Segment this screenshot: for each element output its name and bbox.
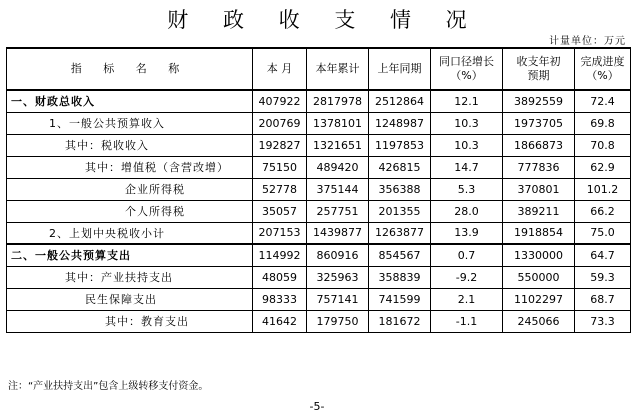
cell-progress: 68.7 <box>575 288 631 310</box>
finance-table <box>6 47 631 333</box>
header-progress-line2: （%） <box>586 69 619 82</box>
cell-ytd: 1321651 <box>307 134 369 156</box>
cell-forecast: 245066 <box>503 310 575 332</box>
cell-last: 854567 <box>369 244 431 266</box>
cell-last: 201355 <box>369 200 431 222</box>
row-label: 2、上划中央税收小计 <box>7 222 253 244</box>
cell-month: 41642 <box>253 310 307 332</box>
table-row <box>7 200 631 222</box>
cell-last: 426815 <box>369 156 431 178</box>
header-forecast-line1: 收支年初 <box>516 55 561 68</box>
header-growth-line2: （%） <box>450 69 483 82</box>
row-label: 个人所得税 <box>7 200 253 222</box>
cell-month: 114992 <box>253 244 307 266</box>
cell-last: 741599 <box>369 288 431 310</box>
cell-progress: 101.2 <box>575 178 631 200</box>
cell-month: 48059 <box>253 266 307 288</box>
cell-progress: 70.8 <box>575 134 631 156</box>
cell-month: 192827 <box>253 134 307 156</box>
cell-last: 356388 <box>369 178 431 200</box>
header-progress-line1: 完成进度 <box>580 55 625 68</box>
cell-month: 200769 <box>253 112 307 134</box>
cell-progress: 75.0 <box>575 222 631 244</box>
table-row <box>7 178 631 200</box>
table-row <box>7 90 631 112</box>
header-ytd: 本年累计 <box>307 48 369 90</box>
cell-month: 35057 <box>253 200 307 222</box>
cell-month: 98333 <box>253 288 307 310</box>
cell-forecast: 1866873 <box>503 134 575 156</box>
cell-ytd: 2817978 <box>307 90 369 112</box>
cell-forecast: 550000 <box>503 266 575 288</box>
cell-progress: 66.2 <box>575 200 631 222</box>
header-month: 本 月 <box>253 48 307 90</box>
row-label: 1、一般公共预算收入 <box>7 112 253 134</box>
header-progress <box>575 48 631 90</box>
row-label: 二、一般公共预算支出 <box>7 244 253 266</box>
table-row <box>7 288 631 310</box>
table-row <box>7 244 631 266</box>
cell-ytd: 489420 <box>307 156 369 178</box>
header-forecast-line2: 预期 <box>527 69 550 82</box>
cell-last: 181672 <box>369 310 431 332</box>
cell-ytd: 179750 <box>307 310 369 332</box>
cell-progress: 69.8 <box>575 112 631 134</box>
cell-growth: 28.0 <box>431 200 503 222</box>
cell-forecast: 3892559 <box>503 90 575 112</box>
cell-progress: 72.4 <box>575 90 631 112</box>
row-label: 其中：增值税（含营改增） <box>7 156 253 178</box>
cell-month: 207153 <box>253 222 307 244</box>
table-row <box>7 222 631 244</box>
cell-ytd: 325963 <box>307 266 369 288</box>
page-title: 财 政 收 支 情 况 <box>167 8 481 32</box>
cell-forecast: 370801 <box>503 178 575 200</box>
cell-ytd: 860916 <box>307 244 369 266</box>
cell-last: 1248987 <box>369 112 431 134</box>
cell-growth: 0.7 <box>431 244 503 266</box>
cell-last: 358839 <box>369 266 431 288</box>
row-label: 企业所得税 <box>7 178 253 200</box>
row-label: 其中：产业扶持支出 <box>7 266 253 288</box>
table-row <box>7 266 631 288</box>
table-header-row <box>7 48 631 90</box>
cell-forecast: 1973705 <box>503 112 575 134</box>
unit-label: 计量单位：万元 <box>549 36 626 47</box>
table-row <box>7 112 631 134</box>
cell-ytd: 257751 <box>307 200 369 222</box>
footnote: 注：“产业扶持支出”包含上级转移支付资金。 <box>8 381 209 392</box>
cell-growth: 5.3 <box>431 178 503 200</box>
cell-forecast: 777836 <box>503 156 575 178</box>
page-number: -5- <box>309 400 325 413</box>
cell-last: 1263877 <box>369 222 431 244</box>
cell-progress: 64.7 <box>575 244 631 266</box>
cell-growth: -9.2 <box>431 266 503 288</box>
table-row <box>7 310 631 332</box>
cell-growth: 12.1 <box>431 90 503 112</box>
header-growth <box>431 48 503 90</box>
cell-last: 1197853 <box>369 134 431 156</box>
cell-progress: 73.3 <box>575 310 631 332</box>
header-growth-line1: 同口径增长 <box>439 55 494 68</box>
cell-month: 75150 <box>253 156 307 178</box>
row-label: 其中：税收收入 <box>7 134 253 156</box>
row-label: 其中：教育支出 <box>7 310 253 332</box>
cell-month: 407922 <box>253 90 307 112</box>
cell-growth: 10.3 <box>431 112 503 134</box>
cell-growth: 13.9 <box>431 222 503 244</box>
cell-ytd: 1439877 <box>307 222 369 244</box>
row-label: 一、财政总收入 <box>7 90 253 112</box>
cell-forecast: 1330000 <box>503 244 575 266</box>
cell-progress: 62.9 <box>575 156 631 178</box>
table-row <box>7 134 631 156</box>
cell-ytd: 757141 <box>307 288 369 310</box>
cell-growth: 10.3 <box>431 134 503 156</box>
header-indicator: 指 标 名 称 <box>7 48 253 90</box>
cell-growth: 2.1 <box>431 288 503 310</box>
cell-ytd: 375144 <box>307 178 369 200</box>
header-last-year: 上年同期 <box>369 48 431 90</box>
cell-growth: -1.1 <box>431 310 503 332</box>
cell-growth: 14.7 <box>431 156 503 178</box>
cell-forecast: 389211 <box>503 200 575 222</box>
cell-forecast: 1918854 <box>503 222 575 244</box>
header-forecast <box>503 48 575 90</box>
cell-month: 52778 <box>253 178 307 200</box>
row-label: 民生保障支出 <box>7 288 253 310</box>
table-row <box>7 156 631 178</box>
cell-progress: 59.3 <box>575 266 631 288</box>
cell-ytd: 1378101 <box>307 112 369 134</box>
cell-last: 2512864 <box>369 90 431 112</box>
cell-forecast: 1102297 <box>503 288 575 310</box>
